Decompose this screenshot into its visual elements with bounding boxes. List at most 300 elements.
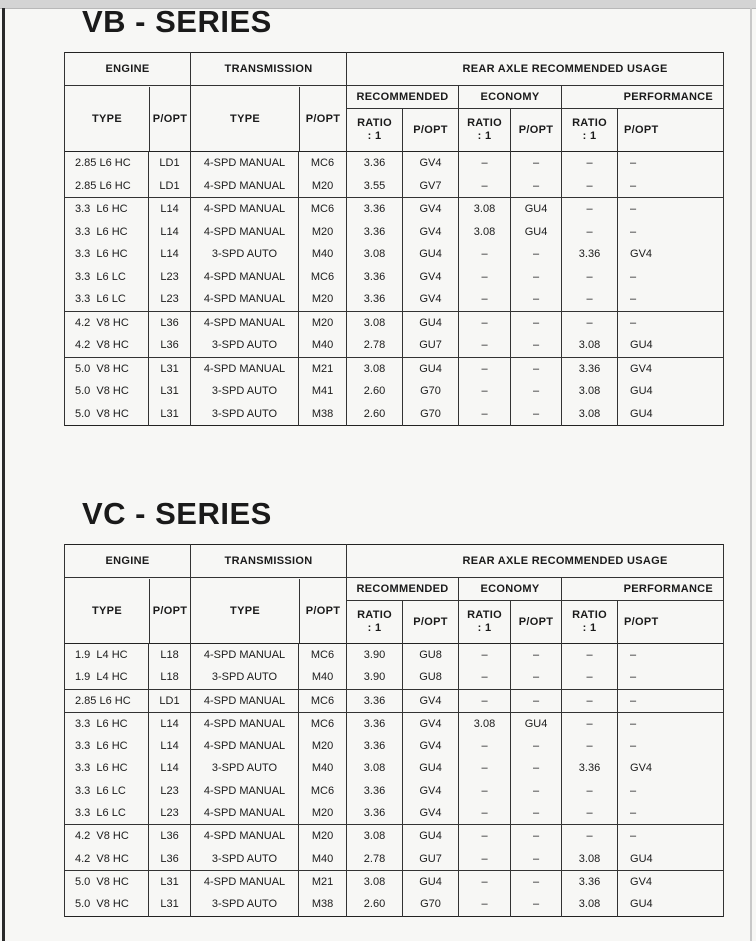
perf-popt-cell: – xyxy=(618,221,724,244)
rec-popt-cell: GU4 xyxy=(403,357,459,380)
perf-popt-cell: – xyxy=(618,644,724,667)
rec-popt-cell: GU7 xyxy=(403,334,459,357)
perf-popt-cell: GU4 xyxy=(618,848,724,871)
perf-ratio-cell: – xyxy=(562,780,618,802)
economy-popt-header: P/OPT xyxy=(511,109,562,152)
eco-popt-cell: – xyxy=(511,848,562,871)
eco-ratio-cell: – xyxy=(459,825,511,848)
recommended-ratio-header: RATIO : 1 xyxy=(347,601,403,644)
engine-type-cell: 3.3 L6 LC xyxy=(65,288,149,311)
trans-type-cell: 3-SPD AUTO xyxy=(191,848,299,871)
trans-type-cell: 4-SPD MANUAL xyxy=(191,870,299,893)
eco-popt-cell: – xyxy=(511,780,562,802)
trans-popt-cell: M20 xyxy=(299,802,347,825)
perf-ratio-cell: – xyxy=(562,311,618,334)
trans-popt-cell: M20 xyxy=(299,288,347,311)
trans-popt-cell: M38 xyxy=(299,893,347,916)
trans-type-cell: 3-SPD AUTO xyxy=(191,757,299,779)
engine-popt-cell: L36 xyxy=(149,825,191,848)
trans-type-cell: 4-SPD MANUAL xyxy=(191,712,299,735)
eco-popt-cell: – xyxy=(511,644,562,667)
rec-popt-cell: GV4 xyxy=(403,288,459,311)
engine-popt-cell: L31 xyxy=(149,357,191,380)
recommended-popt-header: P/OPT xyxy=(403,109,459,152)
trans-popt-cell: M20 xyxy=(299,825,347,848)
rec-popt-cell: GV4 xyxy=(403,266,459,289)
trans-type-cell: 4-SPD MANUAL xyxy=(191,198,299,221)
engine-subheader-cell xyxy=(65,86,191,152)
perf-popt-cell: – xyxy=(618,825,724,848)
perf-popt-cell: – xyxy=(618,152,724,175)
eco-popt-cell: – xyxy=(511,666,562,689)
table-row xyxy=(65,266,724,289)
performance-header: PERFORMANCE xyxy=(562,86,724,109)
rec-popt-cell: GV4 xyxy=(403,802,459,825)
eco-popt-cell: – xyxy=(511,689,562,712)
trans-popt-cell: MC6 xyxy=(299,198,347,221)
trans-type-cell: 3-SPD AUTO xyxy=(191,243,299,266)
rec-ratio-cell: 3.36 xyxy=(347,288,403,311)
trans-popt-cell: MC6 xyxy=(299,689,347,712)
perf-popt-cell: GU4 xyxy=(618,893,724,916)
table-row xyxy=(65,825,724,848)
rec-ratio-cell: 2.60 xyxy=(347,403,403,426)
trans-type-cell: 4-SPD MANUAL xyxy=(191,825,299,848)
trans-type-cell: 4-SPD MANUAL xyxy=(191,152,299,175)
engine-popt-cell: L14 xyxy=(149,712,191,735)
engine-popt-cell: L31 xyxy=(149,893,191,916)
trans-type-cell: 3-SPD AUTO xyxy=(191,666,299,689)
table-row xyxy=(65,221,724,244)
trans-type-header: TYPE xyxy=(191,579,300,643)
perf-popt-cell: GU4 xyxy=(618,380,724,403)
trans-popt-cell: MC6 xyxy=(299,712,347,735)
engine-type-header: TYPE xyxy=(65,579,150,643)
trans-popt-cell: M40 xyxy=(299,666,347,689)
table-row xyxy=(65,175,724,198)
rec-ratio-cell: 3.08 xyxy=(347,757,403,779)
transmission-header: TRANSMISSION xyxy=(191,545,347,578)
perf-popt-cell: GV4 xyxy=(618,243,724,266)
perf-ratio-cell: – xyxy=(562,735,618,757)
rear-axle-header: REAR AXLE RECOMMENDED USAGE xyxy=(347,53,724,86)
trans-type-header: TYPE xyxy=(191,87,300,151)
eco-ratio-cell: – xyxy=(459,780,511,802)
eco-ratio-cell: – xyxy=(459,266,511,289)
perf-ratio-cell: – xyxy=(562,198,618,221)
trans-type-cell: 4-SPD MANUAL xyxy=(191,221,299,244)
trans-popt-cell: MC6 xyxy=(299,152,347,175)
table-row xyxy=(65,712,724,735)
trans-type-cell: 4-SPD MANUAL xyxy=(191,802,299,825)
eco-popt-cell: – xyxy=(511,825,562,848)
performance-header: PERFORMANCE xyxy=(562,578,724,601)
eco-popt-cell: – xyxy=(511,152,562,175)
perf-ratio-cell: 3.08 xyxy=(562,848,618,871)
eco-popt-cell: – xyxy=(511,266,562,289)
eco-ratio-cell: 3.08 xyxy=(459,712,511,735)
perf-popt-cell: – xyxy=(618,266,724,289)
perf-ratio-cell: – xyxy=(562,266,618,289)
eco-ratio-cell: 3.08 xyxy=(459,198,511,221)
table-row xyxy=(65,735,724,757)
perf-popt-cell: – xyxy=(618,666,724,689)
table-row xyxy=(65,666,724,689)
eco-popt-cell: – xyxy=(511,380,562,403)
rec-popt-cell: GU7 xyxy=(403,848,459,871)
engine-type-cell: 3.3 L6 HC xyxy=(65,198,149,221)
engine-popt-cell: L31 xyxy=(149,870,191,893)
engine-popt-cell: LD1 xyxy=(149,175,191,198)
rec-ratio-cell: 3.08 xyxy=(347,357,403,380)
eco-ratio-cell: – xyxy=(459,175,511,198)
performance-popt-header: P/OPT xyxy=(618,109,724,152)
table-row xyxy=(65,380,724,403)
engine-popt-cell: L36 xyxy=(149,311,191,334)
vb-series-table xyxy=(64,52,724,426)
vb-table-body xyxy=(65,152,724,426)
perf-popt-cell: – xyxy=(618,802,724,825)
rec-popt-cell: GU4 xyxy=(403,825,459,848)
perf-popt-cell: GV4 xyxy=(618,357,724,380)
rec-popt-cell: GU4 xyxy=(403,311,459,334)
economy-header: ECONOMY xyxy=(459,578,562,601)
economy-ratio-header: RATIO : 1 xyxy=(459,601,511,644)
eco-ratio-cell: – xyxy=(459,357,511,380)
table-row xyxy=(65,334,724,357)
recommended-header: RECOMMENDED xyxy=(347,86,459,109)
perf-popt-cell: GV4 xyxy=(618,870,724,893)
perf-ratio-cell: 3.36 xyxy=(562,243,618,266)
vc-series-table xyxy=(64,544,724,917)
rec-popt-cell: G70 xyxy=(403,380,459,403)
transmission-subheader-cell xyxy=(191,578,347,644)
perf-popt-cell: – xyxy=(618,175,724,198)
engine-popt-cell: L36 xyxy=(149,848,191,871)
engine-popt-cell: L23 xyxy=(149,288,191,311)
eco-ratio-cell: – xyxy=(459,311,511,334)
engine-type-cell: 3.3 L6 HC xyxy=(65,243,149,266)
rec-ratio-cell: 2.78 xyxy=(347,848,403,871)
rec-popt-cell: GU8 xyxy=(403,644,459,667)
engine-popt-header: P/OPT xyxy=(152,604,188,617)
trans-type-cell: 3-SPD AUTO xyxy=(191,403,299,426)
engine-subheader-cell xyxy=(65,578,191,644)
rec-popt-cell: GU4 xyxy=(403,243,459,266)
engine-type-cell: 4.2 V8 HC xyxy=(65,311,149,334)
table-row xyxy=(65,198,724,221)
trans-type-cell: 4-SPD MANUAL xyxy=(191,735,299,757)
perf-ratio-cell: – xyxy=(562,221,618,244)
rec-ratio-cell: 3.36 xyxy=(347,712,403,735)
engine-popt-cell: L14 xyxy=(149,757,191,779)
eco-ratio-cell: – xyxy=(459,870,511,893)
engine-popt-cell: L14 xyxy=(149,735,191,757)
trans-type-cell: 4-SPD MANUAL xyxy=(191,689,299,712)
vc-table-body xyxy=(65,644,724,917)
table-row xyxy=(65,780,724,802)
engine-header: ENGINE xyxy=(65,545,191,578)
perf-popt-cell: – xyxy=(618,311,724,334)
trans-popt-cell: M20 xyxy=(299,175,347,198)
trans-type-cell: 3-SPD AUTO xyxy=(191,380,299,403)
engine-popt-cell: L18 xyxy=(149,666,191,689)
eco-popt-cell: – xyxy=(511,311,562,334)
trans-type-cell: 4-SPD MANUAL xyxy=(191,644,299,667)
perf-ratio-cell: 3.08 xyxy=(562,380,618,403)
recommended-ratio-header: RATIO : 1 xyxy=(347,109,403,152)
engine-popt-cell: L31 xyxy=(149,403,191,426)
trans-popt-cell: M40 xyxy=(299,243,347,266)
engine-type-cell: 3.3 L6 HC xyxy=(65,221,149,244)
table-row xyxy=(65,152,724,175)
perf-popt-cell: – xyxy=(618,712,724,735)
rec-ratio-cell: 2.60 xyxy=(347,380,403,403)
table-row xyxy=(65,644,724,667)
perf-ratio-cell: – xyxy=(562,666,618,689)
eco-ratio-cell: – xyxy=(459,152,511,175)
performance-ratio-header: RATIO : 1 xyxy=(562,601,618,644)
engine-type-header: TYPE xyxy=(65,87,150,151)
rec-popt-cell: GU4 xyxy=(403,870,459,893)
table-row xyxy=(65,689,724,712)
eco-popt-cell: – xyxy=(511,403,562,426)
eco-popt-cell: – xyxy=(511,288,562,311)
table-row xyxy=(65,870,724,893)
perf-popt-cell: GU4 xyxy=(618,403,724,426)
engine-popt-cell: L14 xyxy=(149,243,191,266)
rec-ratio-cell: 3.55 xyxy=(347,175,403,198)
table-row xyxy=(65,802,724,825)
perf-ratio-cell: – xyxy=(562,825,618,848)
vc-series-title: VC - SERIES xyxy=(82,496,272,531)
rec-ratio-cell: 3.08 xyxy=(347,243,403,266)
rear-axle-header: REAR AXLE RECOMMENDED USAGE xyxy=(347,545,724,578)
engine-popt-cell: L23 xyxy=(149,780,191,802)
engine-popt-cell: LD1 xyxy=(149,152,191,175)
engine-type-cell: 1.9 L4 HC xyxy=(65,644,149,667)
eco-ratio-cell: – xyxy=(459,243,511,266)
engine-type-cell: 5.0 V8 HC xyxy=(65,403,149,426)
subheader-split xyxy=(191,579,346,643)
perf-popt-cell: – xyxy=(618,735,724,757)
engine-popt-header: P/OPT xyxy=(152,112,188,125)
eco-ratio-cell: – xyxy=(459,403,511,426)
transmission-header: TRANSMISSION xyxy=(191,53,347,86)
performance-popt-header: P/OPT xyxy=(618,601,724,644)
perf-ratio-cell: – xyxy=(562,644,618,667)
eco-ratio-cell: – xyxy=(459,757,511,779)
trans-type-cell: 4-SPD MANUAL xyxy=(191,311,299,334)
trans-type-cell: 4-SPD MANUAL xyxy=(191,266,299,289)
performance-ratio-header: RATIO : 1 xyxy=(562,109,618,152)
trans-popt-cell: M40 xyxy=(299,848,347,871)
perf-ratio-cell: 3.08 xyxy=(562,893,618,916)
eco-popt-cell: – xyxy=(511,175,562,198)
trans-popt-cell: M21 xyxy=(299,870,347,893)
perf-ratio-cell: 3.36 xyxy=(562,870,618,893)
perf-ratio-cell: – xyxy=(562,689,618,712)
eco-popt-cell: GU4 xyxy=(511,198,562,221)
engine-type-cell: 3.3 L6 HC xyxy=(65,735,149,757)
rec-popt-cell: GV4 xyxy=(403,780,459,802)
trans-popt-cell: MC6 xyxy=(299,780,347,802)
eco-popt-cell: – xyxy=(511,357,562,380)
trans-popt-cell: MC6 xyxy=(299,266,347,289)
engine-type-cell: 4.2 V8 HC xyxy=(65,334,149,357)
eco-popt-cell: – xyxy=(511,757,562,779)
economy-popt-header: P/OPT xyxy=(511,601,562,644)
perf-ratio-cell: 3.36 xyxy=(562,757,618,779)
rec-popt-cell: GV4 xyxy=(403,712,459,735)
table-row xyxy=(65,357,724,380)
eco-popt-cell: – xyxy=(511,334,562,357)
eco-ratio-cell: – xyxy=(459,334,511,357)
trans-popt-cell: M20 xyxy=(299,311,347,334)
eco-popt-cell: GU4 xyxy=(511,221,562,244)
eco-popt-cell: – xyxy=(511,802,562,825)
trans-popt-cell: M38 xyxy=(299,403,347,426)
eco-popt-cell: – xyxy=(511,893,562,916)
engine-type-cell: 5.0 V8 HC xyxy=(65,870,149,893)
trans-type-cell: 4-SPD MANUAL xyxy=(191,780,299,802)
rec-ratio-cell: 3.08 xyxy=(347,825,403,848)
trans-popt-cell: M40 xyxy=(299,757,347,779)
rec-ratio-cell: 2.60 xyxy=(347,893,403,916)
engine-type-cell: 4.2 V8 HC xyxy=(65,848,149,871)
engine-type-cell: 2.85 L6 HC xyxy=(65,152,149,175)
rec-popt-cell: G70 xyxy=(403,403,459,426)
trans-popt-header: P/OPT xyxy=(305,604,341,617)
trans-popt-cell: M20 xyxy=(299,735,347,757)
perf-ratio-cell: – xyxy=(562,175,618,198)
rec-ratio-cell: 3.36 xyxy=(347,802,403,825)
recommended-header: RECOMMENDED xyxy=(347,578,459,601)
engine-popt-cell: L23 xyxy=(149,802,191,825)
table-row xyxy=(65,757,724,779)
rec-ratio-cell: 3.36 xyxy=(347,152,403,175)
table-row xyxy=(65,848,724,871)
engine-popt-cell: L36 xyxy=(149,334,191,357)
eco-ratio-cell: – xyxy=(459,848,511,871)
trans-popt-cell: M21 xyxy=(299,357,347,380)
engine-type-cell: 3.3 L6 LC xyxy=(65,780,149,802)
table-row xyxy=(65,893,724,916)
eco-ratio-cell: – xyxy=(459,666,511,689)
trans-popt-cell: MC6 xyxy=(299,644,347,667)
engine-type-cell: 5.0 V8 HC xyxy=(65,893,149,916)
rec-ratio-cell: 3.36 xyxy=(347,689,403,712)
engine-popt-cell: L14 xyxy=(149,221,191,244)
eco-ratio-cell: – xyxy=(459,893,511,916)
engine-type-cell: 3.3 L6 HC xyxy=(65,757,149,779)
engine-type-cell: 3.3 L6 LC xyxy=(65,266,149,289)
engine-popt-cell: L14 xyxy=(149,198,191,221)
eco-ratio-cell: – xyxy=(459,288,511,311)
eco-ratio-cell: – xyxy=(459,689,511,712)
perf-popt-cell: – xyxy=(618,780,724,802)
eco-popt-cell: GU4 xyxy=(511,712,562,735)
subheader-split xyxy=(191,87,346,151)
trans-type-cell: 3-SPD AUTO xyxy=(191,893,299,916)
perf-ratio-cell: 3.08 xyxy=(562,334,618,357)
rec-popt-cell: GV7 xyxy=(403,175,459,198)
engine-popt-cell: L31 xyxy=(149,380,191,403)
engine-type-cell: 2.85 L6 HC xyxy=(65,175,149,198)
rec-popt-cell: GV4 xyxy=(403,221,459,244)
eco-ratio-cell: – xyxy=(459,802,511,825)
engine-popt-cell: L18 xyxy=(149,644,191,667)
engine-type-cell: 5.0 V8 HC xyxy=(65,357,149,380)
rec-ratio-cell: 3.08 xyxy=(347,311,403,334)
subheader-split xyxy=(65,87,190,151)
transmission-subheader-cell xyxy=(191,86,347,152)
engine-type-cell: 5.0 V8 HC xyxy=(65,380,149,403)
perf-ratio-cell: 3.08 xyxy=(562,403,618,426)
rec-ratio-cell: 3.36 xyxy=(347,266,403,289)
economy-ratio-header: RATIO : 1 xyxy=(459,109,511,152)
rec-popt-cell: G70 xyxy=(403,893,459,916)
trans-type-cell: 3-SPD AUTO xyxy=(191,334,299,357)
perf-popt-cell: GV4 xyxy=(618,757,724,779)
rec-popt-cell: GU4 xyxy=(403,757,459,779)
perf-ratio-cell: 3.36 xyxy=(562,357,618,380)
rec-ratio-cell: 3.36 xyxy=(347,735,403,757)
perf-ratio-cell: – xyxy=(562,152,618,175)
rec-popt-cell: GU8 xyxy=(403,666,459,689)
eco-ratio-cell: – xyxy=(459,380,511,403)
perf-popt-cell: – xyxy=(618,689,724,712)
rec-ratio-cell: 3.08 xyxy=(347,870,403,893)
perf-ratio-cell: – xyxy=(562,802,618,825)
engine-popt-cell: L23 xyxy=(149,266,191,289)
engine-header: ENGINE xyxy=(65,53,191,86)
rec-popt-cell: GV4 xyxy=(403,152,459,175)
eco-popt-cell: – xyxy=(511,870,562,893)
economy-header: ECONOMY xyxy=(459,86,562,109)
vb-series-title: VB - SERIES xyxy=(82,4,272,39)
trans-popt-cell: M20 xyxy=(299,221,347,244)
right-page-edge xyxy=(750,8,752,941)
eco-popt-cell: – xyxy=(511,243,562,266)
trans-popt-cell: M40 xyxy=(299,334,347,357)
table-row xyxy=(65,243,724,266)
engine-type-cell: 3.3 L6 HC xyxy=(65,712,149,735)
table-row xyxy=(65,288,724,311)
perf-popt-cell: GU4 xyxy=(618,334,724,357)
eco-ratio-cell: – xyxy=(459,735,511,757)
engine-type-cell: 2.85 L6 HC xyxy=(65,689,149,712)
rec-ratio-cell: 3.36 xyxy=(347,221,403,244)
trans-popt-header: P/OPT xyxy=(305,112,341,125)
trans-type-cell: 4-SPD MANUAL xyxy=(191,288,299,311)
rec-ratio-cell: 2.78 xyxy=(347,334,403,357)
rec-ratio-cell: 3.36 xyxy=(347,198,403,221)
trans-type-cell: 4-SPD MANUAL xyxy=(191,175,299,198)
left-page-rule xyxy=(2,8,5,941)
perf-ratio-cell: – xyxy=(562,288,618,311)
perf-popt-cell: – xyxy=(618,288,724,311)
engine-type-cell: 1.9 L4 HC xyxy=(65,666,149,689)
perf-ratio-cell: – xyxy=(562,712,618,735)
engine-type-cell: 3.3 L6 LC xyxy=(65,802,149,825)
rec-ratio-cell: 3.36 xyxy=(347,780,403,802)
perf-popt-cell: – xyxy=(618,198,724,221)
engine-popt-cell: LD1 xyxy=(149,689,191,712)
trans-type-cell: 4-SPD MANUAL xyxy=(191,357,299,380)
table-row xyxy=(65,403,724,426)
eco-ratio-cell: 3.08 xyxy=(459,221,511,244)
